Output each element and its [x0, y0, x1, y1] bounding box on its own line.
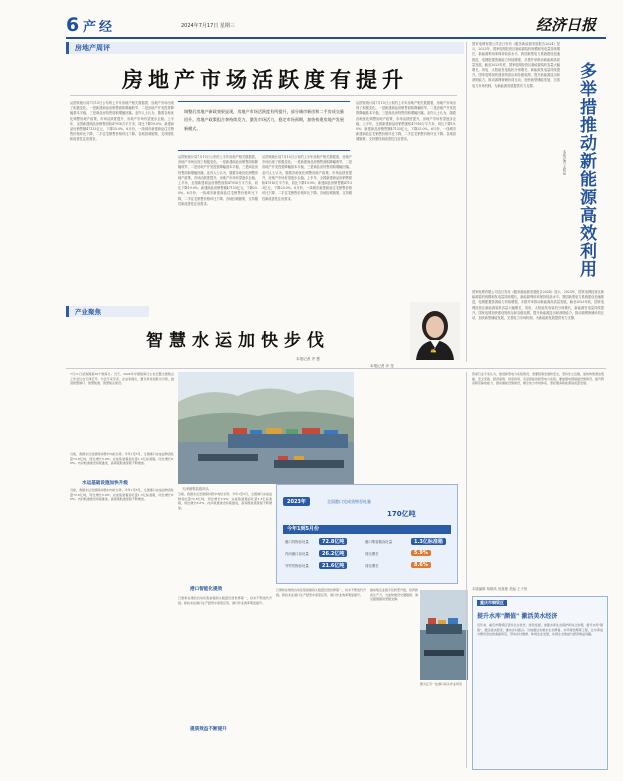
- byline-realestate: 本报记者 乔 莹: [370, 364, 394, 368]
- header-rule: [66, 37, 606, 39]
- article-col-1: 从国家统计局7月15日公布的上半年房地产相关数据看，房地产市场出现了积极变化。一是新建商品房销售面积降幅收窄，二是房地产开发投资降幅基本平稳，三是商品房待售面积增幅回落。业内人士认为，随着各地优化调整房地产政策，市场活跃度提升，房地产市场有望逐步企稳。上半年，全国新建商品房销售面积47916万平方米，同比下降19.0%；新建商品房销售额47133亿元，下降25.0%。6月份，一线城市新建商品住宅销售价格环比下降，二手住宅销售价格环比下降。各地因城施策，支持刚性和改善性住房需求。: [70, 101, 174, 142]
- stats-row: [283, 537, 451, 547]
- stats-value-2: 1.3亿标准箱: [411, 538, 446, 545]
- side-photo: [420, 590, 468, 680]
- stats-label: 港口货物吞吐量: [285, 540, 309, 544]
- feature-col-1b: 当前，我国水运发展保持稳中向好态势。今年1至5月，全国港口完成货物吞吐量72.8亿吨，同比增长5.9%；完成集装箱吞吐量1.3亿标准箱，同比增长8.6%。内河航道建设持续推进，高等级航道里程不断增加。: [70, 488, 174, 502]
- feature-col-2b: 已建和在建的自动化集装箱码头数量位居世界第一，技术不断迭代升级。新技术在港口生产经营中深度应用，港口作业效率明显提升。: [178, 596, 272, 605]
- stats-row: [283, 561, 451, 571]
- feature-top-rule: [66, 368, 606, 369]
- page-header: [66, 14, 606, 39]
- energy-byline: 本报记者 王轶辰: [562, 150, 566, 175]
- energy-article-col-1: 国家电网有限公司近日发布《服务新能源发展报告2024》显示，2023年，国家电网经营区新能源装机规模和发电量持续增长，新能源利用率保持较高水平。我国新型电力系统建设加速推进，电网配置资源能力持续增强，多措并举推动新能源高质量发展。截至2023年底，国家电网经营区新能源装机容量大幅增长，风电、太阳能发电装机分别增长，新能源发电量持续提升。国家电网加快建设特高压和各级电网，提升新能源送出和消纳能力，推动源网荷储协同互动，加快新型储能发展，完善电力市场机制，为新能源发展提供有力支撑。: [472, 42, 560, 88]
- intro-box: [178, 101, 350, 151]
- stats-row: [283, 549, 451, 559]
- feature-col-2a: 当前，我国水运发展保持稳中向好态势。今年1至5月，全国港口完成货物吞吐量72.8亿吨，同比增长5.9%；完成集装箱吞吐量1.3亿标准箱，同比增长8.6%。内河航道建设持续推进，高等级航道里程不断增加。: [178, 492, 272, 511]
- article-col-4: 从国家统计局7月15日公布的上半年房地产相关数据看，房地产市场出现了积极变化。一是新建商品房销售面积降幅收窄，二是房地产开发投资降幅基本平稳，三是商品房待售面积增幅回落。业内人士认为，随着各地优化调整房地产政策，市场活跃度提升，房地产市场有望逐步企稳。上半年，全国新建商品房销售面积47916万平方米，同比下降19.0%；新建商品房销售额47133亿元，下降25.0%。6月份，一线城市新建商品住宅销售价格环比下降，二手住宅销售价格环比下降。各地因城施策，支持刚性和改善性住房需求。: [356, 101, 456, 142]
- section-title: 产经: [83, 20, 116, 35]
- author-signature: ✍: [430, 348, 437, 354]
- column-tag-feature: [66, 306, 149, 317]
- energy-vertical-headline: 多举措推动新能源高效利用: [576, 62, 596, 278]
- regional-headline: 提升水库"颜值" 激活美水经济: [477, 613, 558, 620]
- stats-period: 今年1到5月份: [283, 525, 451, 534]
- feature-headline: 智慧水运加快步伐: [146, 331, 330, 351]
- stats-value: 72.8亿吨: [319, 538, 347, 545]
- feature-col-1a: 当前，我国水运发展保持稳中向好态势。今年1至5月，全国港口完成货物吞吐量72.8亿吨，同比增长5.9%；完成集装箱吞吐量1.3亿标准箱，同比增长8.6%。内河航道建设持续推进，高等级航道里程不断增加。: [70, 452, 174, 466]
- harbor-photo: [178, 372, 354, 484]
- page-editors: 本版编辑 杨晓凤 祝惠敏 美编 王子萱: [472, 587, 528, 591]
- stats-label: 内河港口吞吐量: [285, 552, 309, 556]
- stats-value: 26.2亿吨: [319, 550, 347, 557]
- column-tag-feature-label: 产业聚焦: [75, 308, 101, 316]
- right-column-divider: [466, 42, 467, 362]
- stats-value-2: 5.9%: [411, 550, 431, 556]
- right-lower-text: 资深行业专家认为，推进新型电力系统建设，需要统筹发展和安全，坚持先立后破，加快构建清洁低碳、安全充裕、经济高效、供需协同、灵活智能的新型电力系统。要加强电网基础设施建设，提升跨省跨区输电能力，推动储能设施建设，健全电力市场体系，更好服务新能源高质量发展。: [472, 372, 604, 386]
- column-tag-label: 房地产周评: [75, 44, 110, 52]
- harbor-photo-caption: 天津港集装箱码头: [182, 487, 210, 491]
- feature-col-3: 已建和在建的自动化集装箱码头数量位居世界第一，技术不断迭代升级。新技术在港口生产经营中深度应用，港口作业效率明显提升。: [276, 588, 366, 597]
- intro-text: 调整后房地产新政效果显现，房地产市场活跃度有所提升，部分城市新房和二手房成交量回升。房地产政策组合拳持续发力，激发市场活力，稳定市场预期，加快构建房地产发展新模式。: [184, 109, 344, 131]
- masthead: 经济日报: [536, 16, 597, 34]
- stats-card: [276, 484, 458, 584]
- feature-col-4: 推动航运业数字化转型升级，培育新质生产力，为加快建设交通强国、海运强国提供坚强支撑。: [370, 588, 418, 602]
- regional-info-box: [472, 596, 608, 770]
- side-photo-caption: 图为江苏一处港口码头作业场景: [420, 682, 463, 686]
- stats-year-badge: 2023年: [283, 497, 310, 506]
- stats-label-2: 同比增长: [365, 552, 379, 556]
- stats-label-2: 同比增长: [365, 564, 379, 568]
- feature-subhead-1: 水运基础设施加快升级: [82, 481, 128, 486]
- right-lower-divider: [466, 372, 467, 768]
- regional-subtag: 重庆市铜梁区: [477, 600, 507, 606]
- feature-byline: 本报记者 齐 慧: [296, 357, 320, 361]
- stats-value: 21.6亿吨: [319, 562, 347, 569]
- article-col-2: 从国家统计局7月15日公布的上半年房地产相关数据看，房地产市场出现了积极变化。一是新建商品房销售面积降幅收窄，二是房地产开发投资降幅基本平稳，三是商品房待售面积增幅回落。业内人士认为，随着各地优化调整房地产政策，市场活跃度提升，房地产市场有望逐步企稳。上半年，全国新建商品房销售面积47916万平方米，同比下降19.0%；新建商品房销售额47133亿元，下降25.0%。6月份，一线城市新建商品住宅销售价格环比下降，二手住宅销售价格环比下降。各地因城施策，支持刚性和改善性住房需求。: [178, 155, 258, 206]
- headline-rule: [70, 95, 457, 96]
- regional-body: 近年来，重庆市铜梁区坚持生态优先、绿色发展，加强水库生态保护和综合治理，提升水库"颜值"，激活美水经济，推动乡村振兴。当地通过实施水生态修复、水环境治理等工程，让水库成为群众身边的美丽风景，带动乡村旅游、休闲农业发展，实现生态效益与经济效益双赢。: [477, 623, 603, 637]
- date-line: 2024年7月17日 星期三: [181, 23, 235, 29]
- column-tag-realestate: [66, 42, 464, 54]
- stats-label: 外贸货物吞吐量: [285, 564, 309, 568]
- feature-subhead-3: 提质效益不断提升: [190, 727, 227, 732]
- energy-article-col-2: 国家电网有限公司近日发布《服务新能源发展报告2024》显示，2023年，国家电网经营区新能源装机规模和发电量持续增长，新能源利用率保持较高水平。我国新型电力系统建设加速推进，电网配置资源能力持续增强，多措并举推动新能源高质量发展。截至2023年底，国家电网经营区新能源装机容量大幅增长，风电、太阳能发电装机分别增长，新能源发电量持续提升。国家电网加快建设特高压和各级电网，提升新能源送出和消纳能力，推动源网荷储协同互动，加快新型储能发展，完善电力市场机制，为新能源发展提供有力支撑。: [472, 290, 604, 321]
- stats-label-2: 港口集装箱吞吐量: [365, 540, 393, 544]
- article-col-3: 从国家统计局7月15日公布的上半年房地产相关数据看，房地产市场出现了积极变化。一是新建商品房销售面积降幅收窄，二是房地产开发投资降幅基本平稳，三是商品房待售面积增幅回落。业内人士认为，随着各地优化调整房地产政策，市场活跃度提升，房地产市场有望逐步企稳。上半年，全国新建商品房销售面积47916万平方米，同比下降19.0%；新建商品房销售额47133亿元，下降25.0%。6月份，一线城市新建商品住宅销售价格环比下降，二手住宅销售价格环比下降。各地因城施策，支持刚性和改善性住房需求。: [262, 155, 352, 201]
- stats-value-2: 8.6%: [411, 562, 431, 568]
- feature-lead: 7月11日是我国第20个航海日。当天，2024年中国航海日主论坛暨全国航运工作会议在天津召开。与会专家学者、企业家提出，要以科技创新为引领，推进智慧港口、智慧航道、智慧航运建设。: [70, 372, 174, 386]
- stats-banner: 全国港口完成货物吞吐量: [327, 499, 371, 504]
- stats-headline-value: 170亿吨: [387, 510, 416, 518]
- feature-subhead-2: 港口智能化提效: [190, 587, 223, 592]
- headline-realestate: 房地产市场活跃度有提升: [122, 67, 408, 92]
- page-number: 6: [66, 14, 80, 36]
